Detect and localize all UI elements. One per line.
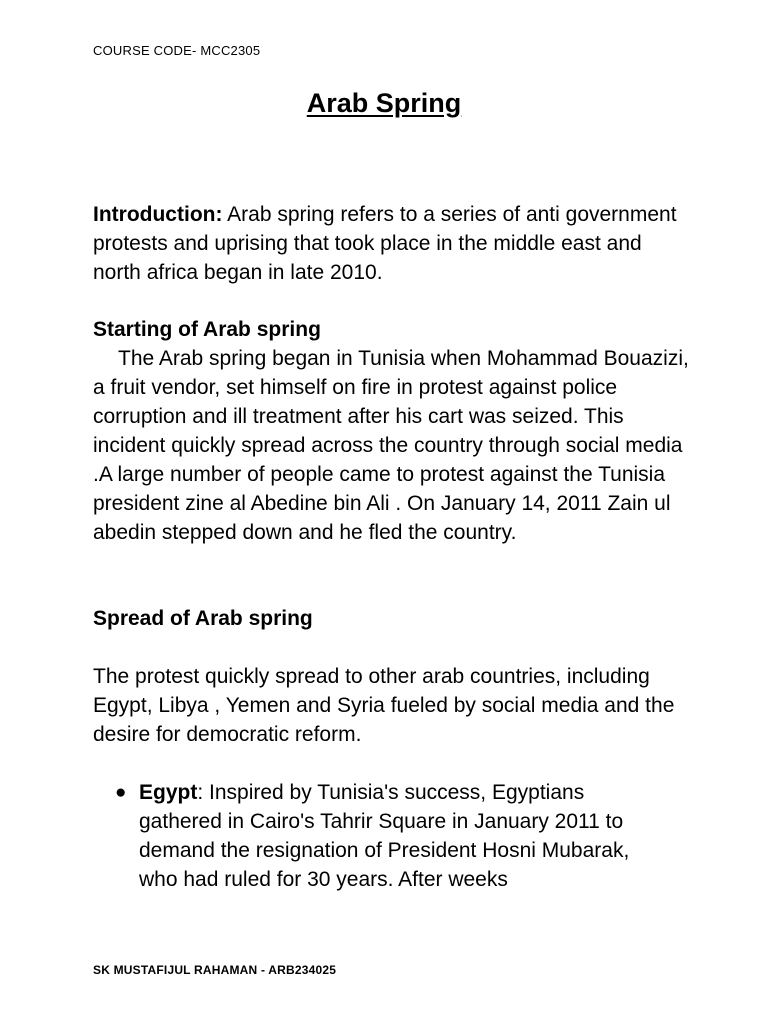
course-code: COURSE CODE- MCC2305: [93, 43, 261, 58]
starting-paragraph: The Arab spring began in Tunisia when Mohammad Bouazizi, a fruit vendor, set himself on fire in protest against police corruption and ill treatment after his cart was seized. This incident quickly spread across the country through social media .A large number of people came to protest against the Tunisia president zine al Abedine bin Ali . On January 14, 2011 Zain ul abedin stepped down and he fled the country.: [93, 347, 689, 544]
list-item-label: Egypt: [139, 781, 198, 804]
footer-author: SK MUSTAFIJUL RAHAMAN - ARB234025: [93, 963, 337, 977]
country-list: [93, 778, 693, 894]
introduction-paragraph: [93, 200, 693, 287]
document-title: Arab Spring: [306, 88, 462, 118]
list-item-text: : Inspired by Tunisia's success, Egyptians gathered in Cairo's Tahrir Square in January 2011 to demand the resignation of President Hosni Mubarak, who had ruled for 30 years. After weeks: [139, 781, 630, 891]
spread-paragraph: The protest quickly spread to other arab countries, including Egypt, Libya , Yemen and Syria fueled by social media and the desire for democratic reform.: [93, 665, 675, 746]
bullet-icon: ●: [115, 782, 127, 803]
starting-heading: Starting of Arab spring: [93, 318, 321, 341]
introduction-text: Arab spring refers to a series of anti government protests and uprising that took place in the middle east and north africa began in late 2010.: [93, 203, 677, 284]
spread-heading: Spread of Arab spring: [93, 607, 313, 630]
list-item-egypt: [93, 778, 659, 894]
introduction-label: Introduction:: [93, 203, 223, 226]
